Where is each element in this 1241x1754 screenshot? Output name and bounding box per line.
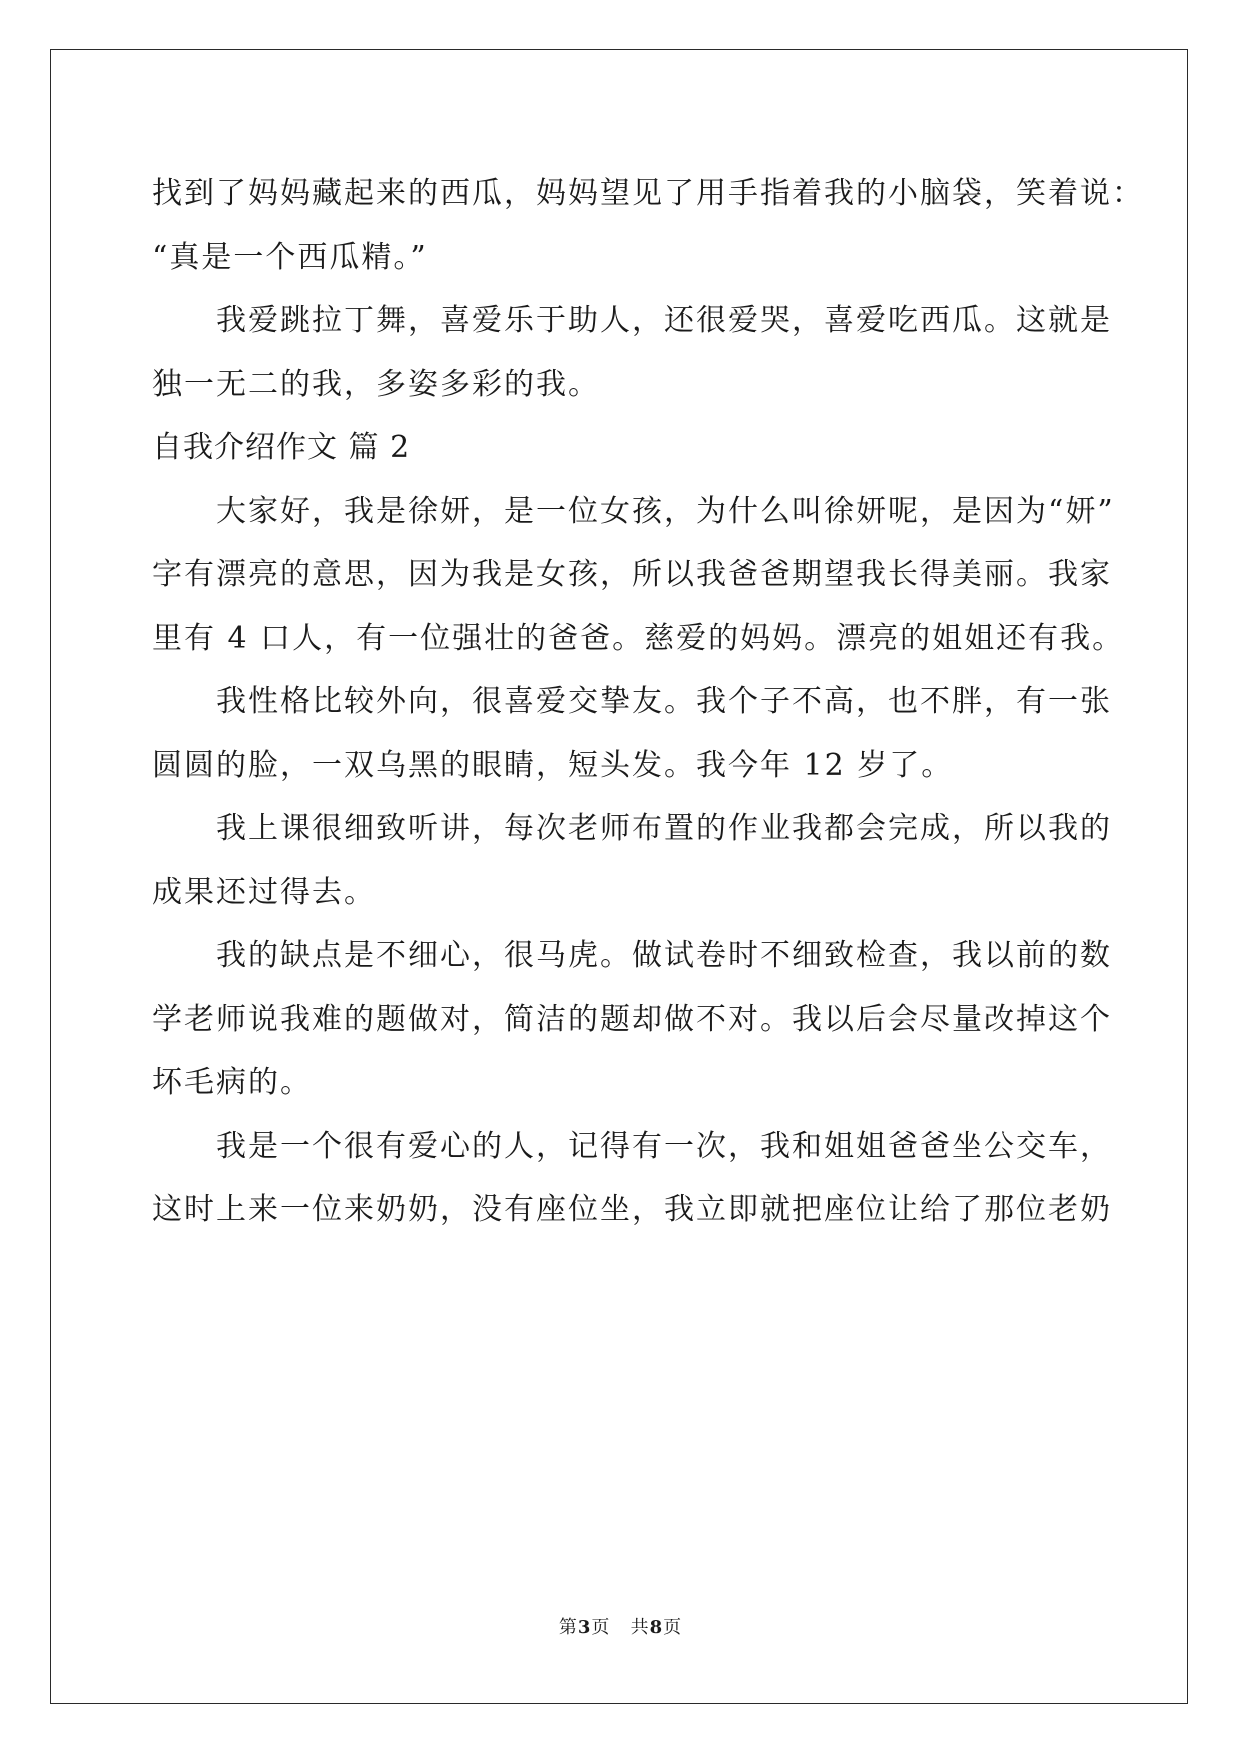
text-line: 坏毛病的。 bbox=[152, 1065, 312, 1100]
page-footer bbox=[0, 1613, 1241, 1639]
section-heading: 自我介绍作文 篇 2 bbox=[152, 430, 411, 465]
paragraph-start: 大家好，我是徐妍，是一位女孩，为什么叫徐妍呢，是因为“妍” bbox=[216, 493, 1115, 529]
current-page-number: 3 bbox=[577, 1617, 592, 1638]
text-line: 里有 4 口人，有一位强壮的爸爸。慈爱的妈妈。漂亮的姐姐还有我。 bbox=[152, 620, 1125, 656]
text-line: “真是一个西瓜精。” bbox=[152, 239, 428, 275]
text-line: 成果还过得去。 bbox=[152, 874, 376, 910]
text-line: 这时上来一位来奶奶，没有座位坐，我立即就把座位让给了那位老奶 bbox=[152, 1192, 1112, 1227]
footer-suffix: 页 bbox=[663, 1617, 683, 1638]
text-line: 独一无二的我，多姿多彩的我。 bbox=[152, 366, 600, 402]
text-line: 字有漂亮的意思，因为我是女孩，所以我爸爸期望我长得美丽。我家 bbox=[152, 557, 1112, 592]
paragraph-start: 我爱跳拉丁舞，喜爱乐于助人，还很爱哭，喜爱吃西瓜。这就是 bbox=[216, 303, 1112, 338]
total-page-number: 8 bbox=[649, 1617, 664, 1638]
text-line: 找到了妈妈藏起来的西瓜，妈妈望见了用手指着我的小脑袋，笑着说： bbox=[152, 176, 1144, 211]
text-line: 学老师说我难的题做对，简洁的题却做不对。我以后会尽量改掉这个 bbox=[152, 1001, 1112, 1037]
paragraph-start: 我是一个很有爱心的人，记得有一次，我和姐姐爸爸坐公交车， bbox=[216, 1128, 1112, 1164]
document-body bbox=[152, 162, 1144, 1242]
paragraph-start: 我性格比较外向，很喜爱交挚友。我个子不高，也不胖，有一张 bbox=[216, 684, 1112, 719]
footer-prefix: 第 bbox=[558, 1617, 578, 1638]
paragraph-start: 我的缺点是不细心，很马虎。做试卷时不细致检查，我以前的数 bbox=[216, 938, 1112, 973]
paragraph-start: 我上课很细致听讲，每次老师布置的作业我都会完成，所以我的 bbox=[216, 811, 1112, 846]
text-line: 圆圆的脸，一双乌黑的眼睛，短头发。我今年 12 岁了。 bbox=[152, 747, 954, 783]
footer-middle: 页 共 bbox=[591, 1617, 650, 1638]
